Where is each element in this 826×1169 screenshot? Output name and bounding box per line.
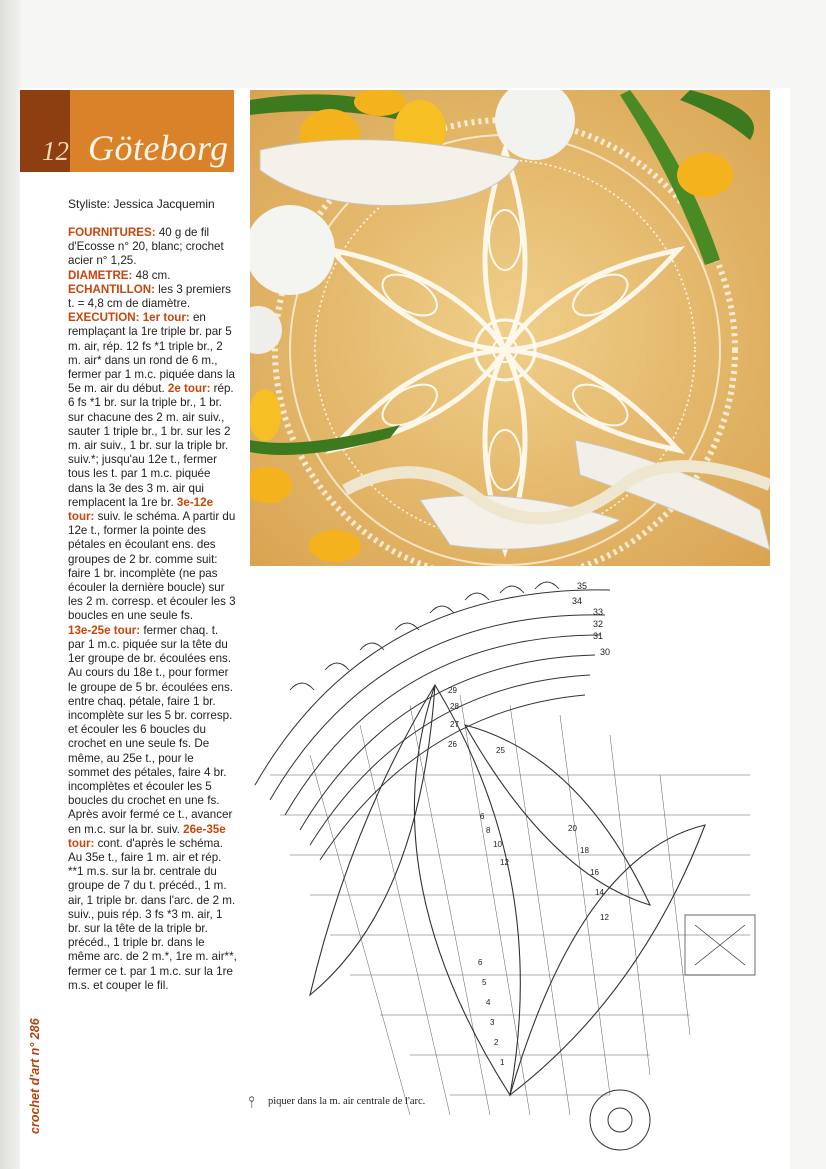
tour3-text: suiv. le schéma. A partir du 12e t., former la pointe des pétales en écoulant ens. des groupes de 2 br. comme suit: faire 1 br. incomplète (ne pas écouler la dernière boucle) sur les 2 m. corresp. et écouler les 3 boucles en une seule fs. xyxy=(68,510,236,623)
diametre-text: 48 cm. xyxy=(132,268,171,282)
chart-center-ring xyxy=(590,1090,650,1150)
stitch-number: 12 xyxy=(500,858,509,867)
round-label: 31 xyxy=(593,631,604,641)
stitch-number: 25 xyxy=(496,746,505,755)
stitch-symbol-icon: ⫯ xyxy=(248,1094,255,1111)
chart-scallops xyxy=(290,582,559,690)
round-label: 32 xyxy=(593,619,604,629)
round-label: 33 xyxy=(593,607,604,617)
instructions-text xyxy=(68,226,238,993)
stitch-number: 4 xyxy=(486,998,491,1007)
echantillon-heading: ECHANTILLON: xyxy=(68,282,155,296)
stitch-number: 1 xyxy=(500,1058,505,1067)
stitch-number: 6 xyxy=(478,958,483,967)
tour26-heading: 26e-35e tour: xyxy=(68,822,226,850)
chart-inner-numbers xyxy=(448,686,609,1067)
stitch-number: 18 xyxy=(580,846,589,855)
stitch-number: 28 xyxy=(450,702,459,711)
tour13-text: fermer chaq. t. par 1 m.c. piquée sur la tête du 1er groupe de br. écoulées ens. Au cours du 18e t., pour former le groupe de 5 br. écoulées ens. entre chaq. pétale, faire 1 br. incomplète sur les 5 br. corresp. et écouler les 6 boucles du crochet en une seule fs. De même, au 25e t., pour le sommet des pétales, faire 4 br. incomplètes et écouler les 5 boucles du crochet en une fs. Après avoir fermé ce t., avancer en m.c. sur la br. suiv. xyxy=(68,623,234,836)
stitch-number: 5 xyxy=(482,978,487,987)
stylist-credit: Styliste: Jessica Jacquemin xyxy=(68,197,215,211)
stitch-number: 26 xyxy=(448,740,457,749)
execution-text: en remplaçant la 1re triple br. par 5 m. air, rép. 12 fs *1 triple br., 2 m. air* dans un rond de 6 m., fermer par 1 m.c. piquée dans la 5e m. air du début. xyxy=(68,311,235,396)
diametre-heading: DIAMETRE: xyxy=(68,268,133,282)
magazine-side-caption: crochet d'art n° 286 xyxy=(28,1018,42,1134)
chart-note-text: piquer dans la m. air centrale de l'arc. xyxy=(268,1096,426,1107)
stitch-number: 10 xyxy=(493,840,502,849)
stitch-number: 2 xyxy=(494,1038,499,1047)
stitch-number: 6 xyxy=(480,812,485,821)
chart-round-labels xyxy=(572,581,610,657)
page-spine-shadow xyxy=(0,0,22,1169)
stitch-number: 29 xyxy=(448,686,457,695)
round-label: 30 xyxy=(600,647,611,657)
round-label: 34 xyxy=(572,596,583,606)
pattern-number: 12 xyxy=(42,136,69,166)
stitch-number: 3 xyxy=(490,1018,495,1027)
fournitures-text: 40 g de fil d'Ecosse n° 20, blanc; crochet acier n° 1,25. xyxy=(68,226,224,268)
chart-note xyxy=(268,1096,425,1108)
round-label: 35 xyxy=(577,581,588,591)
stitch-number: 27 xyxy=(450,720,459,729)
tour3-heading: 3e-12e tour: xyxy=(68,495,214,524)
echantillon-text: les 3 premiers t. = 4,8 cm de diamètre. xyxy=(68,282,231,311)
pattern-title: Göteborg xyxy=(88,128,229,168)
tour2-heading: 2e tour: xyxy=(167,382,211,396)
fournitures-heading: FOURNITURES: xyxy=(68,226,156,239)
crochet-chart xyxy=(250,575,770,1155)
tour2-text: rép. 6 fs *1 br. sur la triple br., 1 br. sur chacune des 2 m. air suiv., sauter 1 triple br., 1 br. sur les 2 m. air suiv., 1 br. sur la triple br. suiv.*; jusqu'au 12e t., fermer tous les t. par 1 m.c. piquée dans la 3e des 3 m. air qui remplacent la 1re br. xyxy=(68,382,234,509)
chart-mesh xyxy=(270,695,750,1115)
stitch-number: 12 xyxy=(600,913,609,922)
stitch-number: 8 xyxy=(486,826,491,835)
chart-petals xyxy=(310,685,705,1095)
doily-photo xyxy=(250,90,770,566)
tour13-heading: 13e-25e tour: xyxy=(68,623,141,637)
stitch-number: 14 xyxy=(595,888,604,897)
tour26-text: cont. d'après le schéma. Au 35e t., faire 1 m. air et rép. **1 m.s. sur la br. centrale du groupe de 7 du t. précéd., 1 m. air, 1 triple br. dans l'arc. de 2 m. suiv., puis rép. 3 fs *3 m. air, 1 br. sur la tête de la triple br. précéd., 1 triple br. dans le même arc. de 2 m.*, 1re m. air**, fermer ce t. par 1 m.c. sur la 1re m.s. et couper le fil. xyxy=(68,836,237,992)
stitch-number: 16 xyxy=(590,868,599,877)
execution-heading: EXECUTION: 1er tour: xyxy=(68,311,190,325)
stitch-number: 20 xyxy=(568,824,577,833)
